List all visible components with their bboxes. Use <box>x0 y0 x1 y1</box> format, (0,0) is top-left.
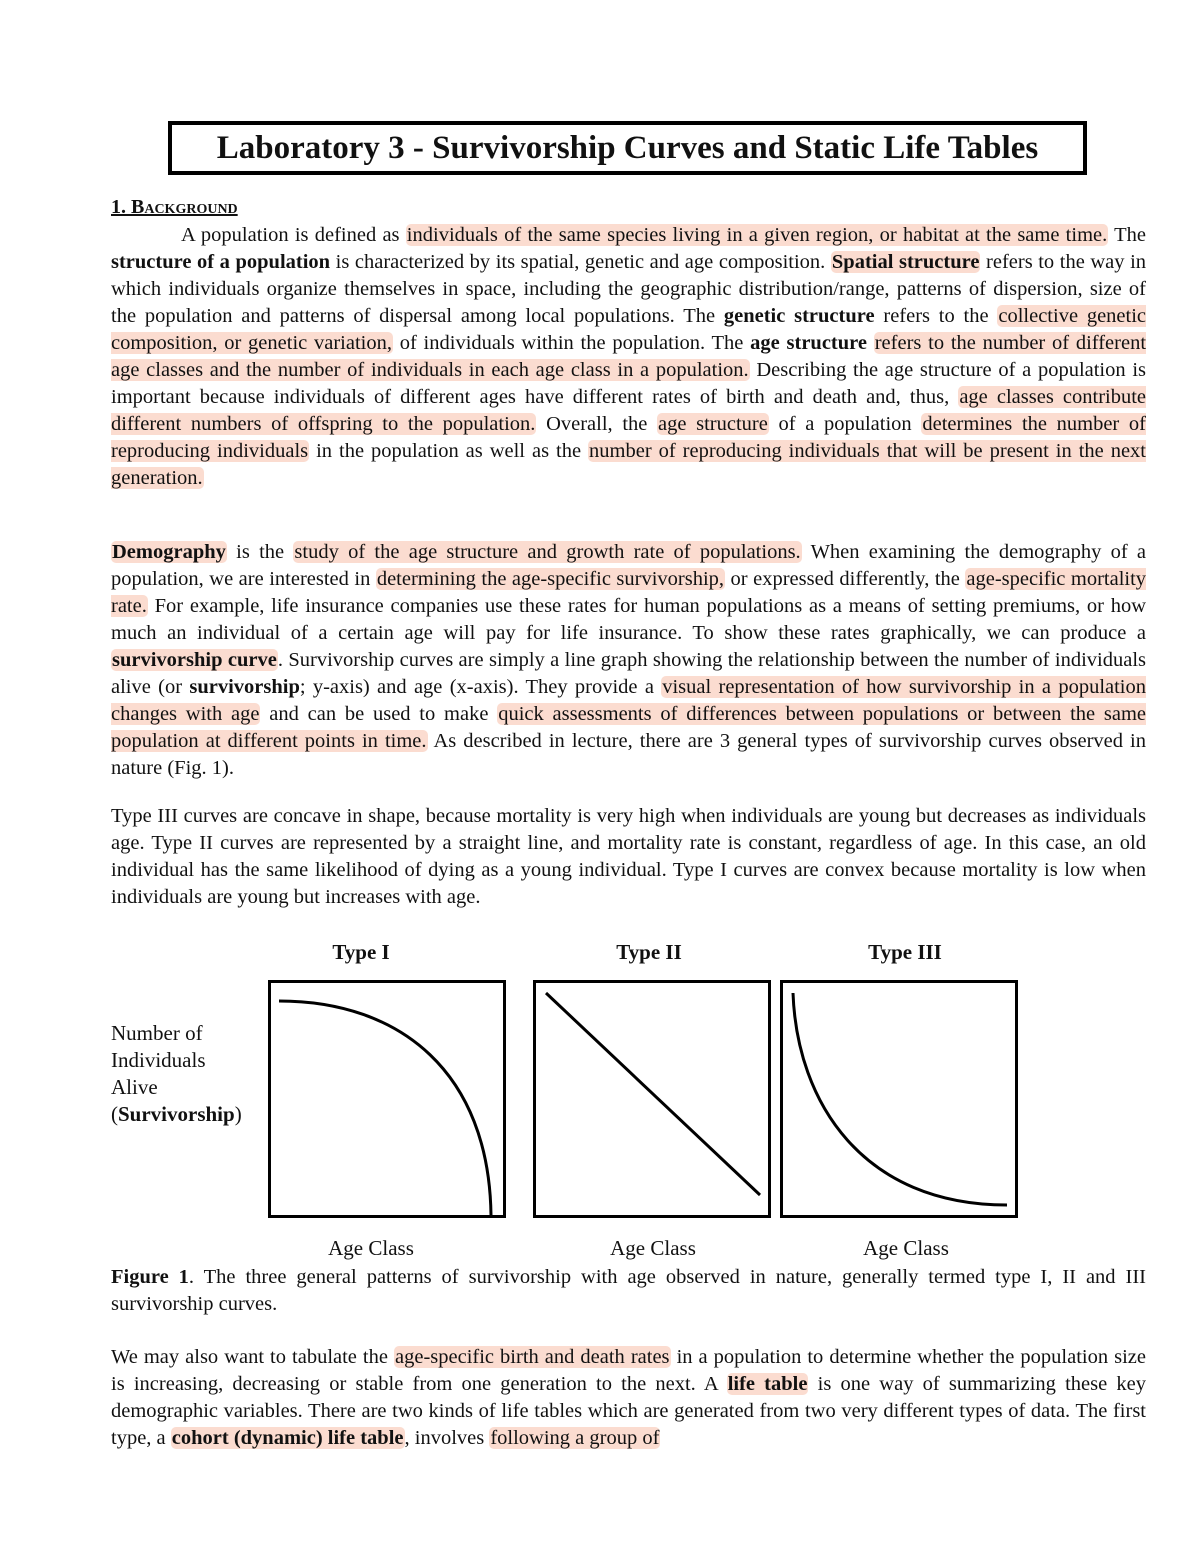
ylabel-line: Individuals <box>111 1048 206 1072</box>
highlight: age structure <box>658 413 768 435</box>
text-run: The <box>683 305 716 327</box>
highlight: quick assessments of differences between populations or between the same population at different points in time. <box>111 703 1147 752</box>
x-axis-label-type-iii: Age Class <box>863 1236 949 1260</box>
highlight: age-specific birth and death rates <box>395 1346 670 1368</box>
text-run: ; y-axis) and age (x-axis). They provide a <box>299 676 654 698</box>
paragraph-life-tables <box>111 1344 1146 1452</box>
bold-term: structure of a population <box>111 251 331 273</box>
text-run: A population is defined as <box>181 224 400 246</box>
highlight <box>111 649 278 671</box>
ylabel-paren: ) <box>234 1102 242 1126</box>
section-heading <box>111 196 238 219</box>
text-run: is characterized by its spatial, genetic and age composition. <box>335 251 826 273</box>
highlight: individuals of the same species living in a given region, or habitat at the same time. <box>406 224 1108 246</box>
caption-text: . The three general patterns of survivorship with age observed in nature, generally termed type I, II and III survivorship curves. <box>111 1266 1146 1315</box>
text-run: of a population <box>778 413 912 435</box>
paragraph-demography <box>111 539 1146 782</box>
highlight: study of the age structure and growth rate of populations. <box>294 541 801 563</box>
text-run: and can be used to make <box>269 703 489 725</box>
type-iii-plot <box>783 983 1015 1215</box>
type-ii-line <box>546 993 760 1195</box>
ylabel-line <box>111 1101 242 1128</box>
section-title: Background <box>131 196 238 218</box>
text-run: in a population to determine whether the population size is increasing, decreasing or stable from one generation to the next. A <box>111 1346 1146 1395</box>
highlight: visual representation of how survivorship in a population changes with age <box>111 676 1146 725</box>
highlight <box>831 251 981 273</box>
text-run: As described in lecture, there are 3 general types of survivorship curves observed in nature (Fig. 1). <box>111 730 1146 779</box>
text-run: For example, life insurance companies use these rates for human populations as a means of setting premiums, or how much an individual of a certain age will pay for life insurance. To show these rates graphically, we can produce a <box>111 595 1147 644</box>
x-axis-label-type-ii: Age Class <box>610 1236 696 1260</box>
highlight: age classes contribute different numbers of offspring to the population. <box>111 386 1147 435</box>
type-i-graph <box>268 980 506 1218</box>
highlight: collective genetic composition, or genetic variation, <box>111 305 1147 354</box>
section-number: 1. <box>111 196 126 218</box>
text-run: is the <box>236 541 285 563</box>
text-run: of individuals within the population. The <box>399 332 744 354</box>
type-iii-graph <box>780 980 1018 1218</box>
text-run: in the population as well as the <box>316 440 582 462</box>
text-run: refers to the <box>883 305 989 327</box>
ylabel-line: Alive <box>111 1075 158 1099</box>
highlight <box>171 1427 405 1449</box>
figure-y-axis-label <box>111 1020 242 1128</box>
bold-term: age structure <box>750 332 867 354</box>
text-run: is one way of summarizing these key demographic variables. There are two kinds of life tables which are generated from two very different types of data. The first type, a <box>111 1373 1147 1449</box>
text-run: Describing the age structure of a population is important because individuals of different ages have different rates of birth and death and, thus, <box>111 359 1147 408</box>
text-run: , involves <box>404 1427 485 1449</box>
text-run: or expressed differently, the <box>730 568 960 590</box>
highlight: determines the number of reproducing individuals <box>111 413 1146 462</box>
bold-term: survivorship <box>189 676 300 698</box>
text-run: . Survivorship curves are simply a line graph showing the relationship between the number of individuals alive (or <box>111 649 1147 698</box>
page-title: Laboratory 3 - Survivorship Curves and Static Life Tables <box>216 129 1039 166</box>
highlight <box>727 1373 809 1395</box>
ylabel-paren: ( <box>111 1102 118 1126</box>
panel-title-type-iii: Type III <box>868 940 942 964</box>
text-run: The <box>1114 224 1146 246</box>
type-ii-plot <box>536 983 768 1215</box>
caption-label: Figure 1 <box>111 1266 189 1288</box>
bold-term: cohort (dynamic) life table <box>171 1427 404 1449</box>
highlight: age-specific mortality rate. <box>111 568 1147 617</box>
ylabel-line: Number of <box>111 1021 203 1045</box>
text-run: Overall, the <box>546 413 648 435</box>
title-box <box>168 121 1087 175</box>
bold-term: Demography <box>112 541 226 563</box>
highlight: determining the age-specific survivorship, <box>376 568 725 590</box>
panel-title-type-ii: Type II <box>616 940 682 964</box>
bold-term: Spatial structure <box>831 251 980 273</box>
bold-term: survivorship curve <box>112 649 277 671</box>
type-i-plot <box>271 983 503 1215</box>
highlight: following a group of <box>490 1427 660 1449</box>
type-iii-curve <box>793 993 1007 1205</box>
bold-term: genetic structure <box>723 305 875 327</box>
text-run: refers to the way in which individuals organize themselves in space, including the geographic distribution/range, patterns of dispersion, size of the population and patterns of dispersal among local populations. <box>111 251 1147 327</box>
paragraph-population <box>111 222 1146 492</box>
highlight <box>111 541 227 563</box>
highlight: number of reproducing individuals that will be present in the next generation. <box>111 440 1147 489</box>
x-axis-label-type-i: Age Class <box>328 1236 414 1260</box>
figure-caption <box>111 1264 1146 1318</box>
bold-term: life table <box>727 1373 808 1395</box>
ylabel-bold: Survivorship <box>118 1102 235 1126</box>
paragraph-curve-types: Type III curves are concave in shape, because mortality is very high when individuals are young but decreases as individuals age. Type II curves are represented by a straight line, and mortality rate is constant, regardless of age. In this case, an old individual has the same likelihood of dying as a young individual. Type I curves are convex because mortality is low when individuals are young but increases with age. <box>111 805 1146 908</box>
text-run: When examining the demography of a population, we are interested in <box>111 541 1147 590</box>
type-i-curve <box>279 1001 491 1215</box>
type-ii-graph <box>533 980 771 1218</box>
text-run: We may also want to tabulate the <box>111 1346 388 1368</box>
panel-title-type-i: Type I <box>332 940 390 964</box>
highlight: refers to the number of different age classes and the number of individuals in each age class in a population. <box>111 332 1147 381</box>
